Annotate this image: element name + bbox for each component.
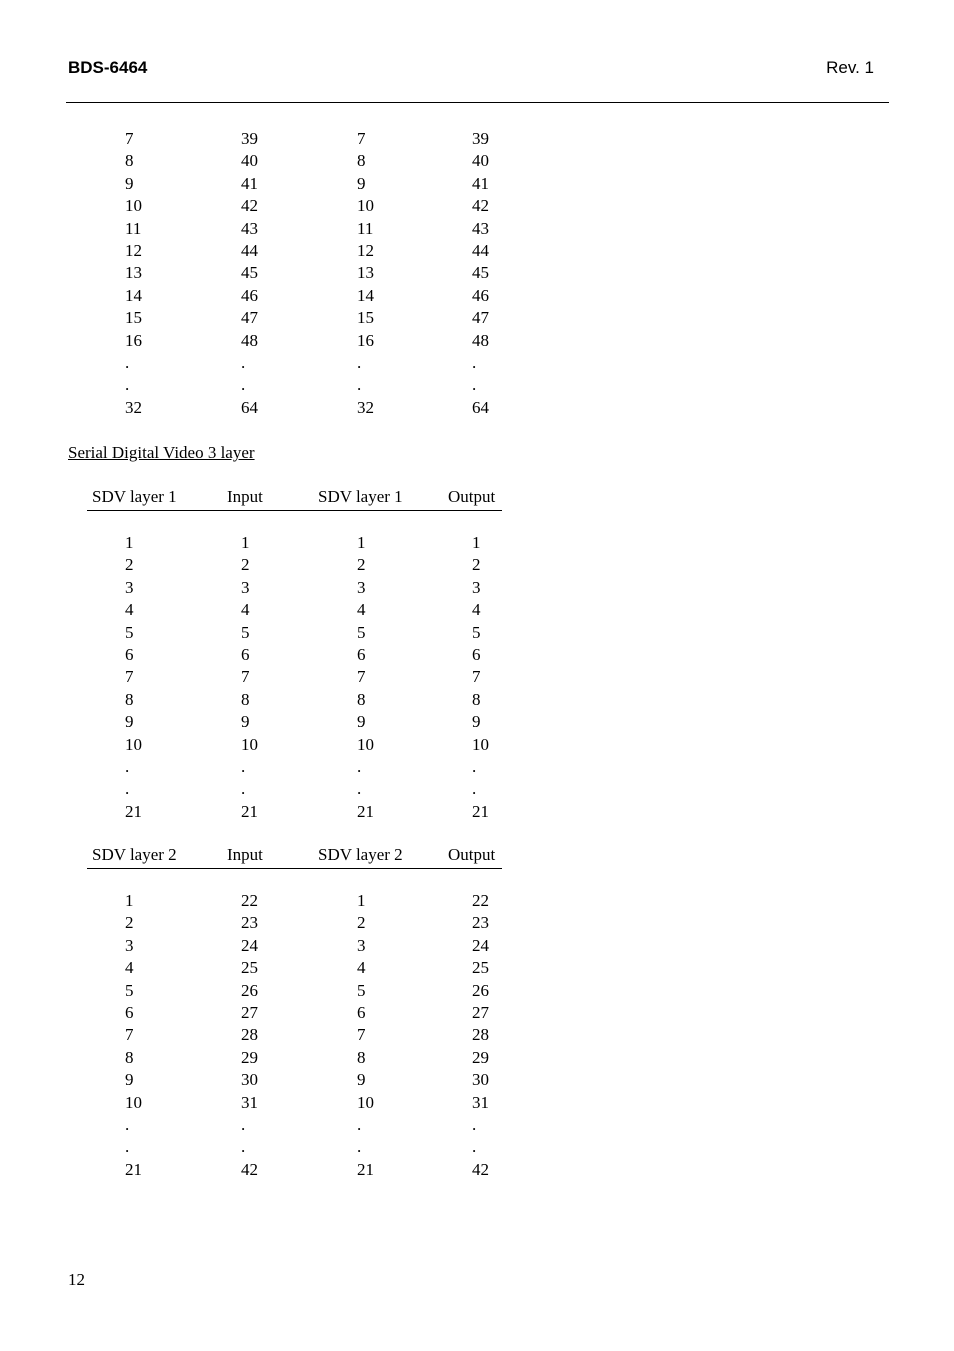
table-cell: 29 [472,1047,489,1067]
table-cell: 2 [241,555,250,575]
table-cell: 12 [357,241,374,260]
table-cell: . [125,779,130,799]
table-cell: 7 [357,1025,366,1045]
table-cell: 9 [125,173,134,193]
table-cell: 10 [472,734,489,754]
table-cell: 15 [357,308,374,328]
table-cell: 3 [125,577,134,597]
sdv-layer-1-table-header [87,486,502,511]
section-title: Serial Digital Video 3 layer [68,443,255,462]
table-cell: 9 [357,712,366,732]
table-cell: 46 [472,285,489,305]
table-cell: 64 [472,397,489,417]
table-cell: 8 [125,689,134,709]
table-cell: 10 [125,1092,142,1112]
table-cell: . [125,375,130,395]
table-cell: 3 [472,577,481,597]
table-cell: 25 [241,958,258,978]
table-cell: 31 [241,1092,258,1112]
table-cell: 42 [472,196,489,216]
table-cell: 10 [241,734,258,754]
table-cell: 3 [357,935,366,955]
table-cell: 13 [125,263,142,283]
table-cell: 9 [472,712,481,732]
table-cell: 8 [357,1047,366,1067]
table-cell: 47 [241,308,258,328]
table-cell: 42 [241,196,258,216]
table-cell: 7 [241,667,250,687]
table-cell: 41 [472,173,489,193]
table-cell: 39 [472,129,489,148]
table-cell: 47 [472,308,489,328]
table-cell: 42 [241,1159,258,1179]
table-cell: 2 [357,913,366,933]
table-cell: 1 [125,533,134,552]
table-cell: . [357,375,362,395]
table-cell: 5 [357,622,366,642]
table-cell: 1 [241,533,250,552]
table-cell: 4 [357,600,366,620]
table-cell: 41 [241,173,258,193]
table-cell: 6 [357,1003,366,1022]
table-cell: 8 [125,1047,134,1067]
table-cell: 2 [125,555,134,575]
table-cell: 30 [472,1070,489,1090]
table-cell: 21 [125,801,142,821]
table-cell: 24 [241,935,258,955]
table-cell: 7 [472,667,481,687]
table-cell: 21 [357,1159,374,1179]
table-cell: . [241,375,246,395]
table-cell: 6 [357,645,366,664]
table-cell: 5 [125,622,134,642]
table-cell: 7 [125,1025,134,1045]
header-sdv-layer-out: SDV layer 2 [318,845,403,864]
table-cell: . [357,757,362,776]
table-cell: 10 [357,196,374,216]
table-cell: 16 [357,330,374,350]
table-cell: 6 [125,1003,134,1022]
table-cell: . [241,353,246,372]
table-cell: 12 [125,241,142,260]
page-number: 12 [68,1270,85,1289]
table-cell: 10 [125,734,142,754]
table-cell: 9 [125,1070,134,1090]
table-cell: 6 [241,645,250,664]
sdv-layer-2-table-header [87,844,502,869]
table-cell: 64 [241,397,258,417]
table-cell: 28 [472,1025,489,1045]
table-cell: . [357,779,362,799]
table-cell: 5 [357,980,366,1000]
table-cell: 13 [357,263,374,283]
table-cell: 45 [241,263,258,283]
table-cell: 25 [472,958,489,978]
table-cell: 22 [241,891,258,910]
table-cell: 1 [357,891,366,910]
table-cell: 10 [357,1092,374,1112]
table-cell: 26 [472,980,489,1000]
table-cell: . [472,1137,477,1157]
table-cell: 21 [472,801,489,821]
table-cell: 3 [357,577,366,597]
table-cell: 1 [472,533,481,552]
header-sdv-layer-in: SDV layer 1 [92,487,177,506]
table-cell: . [125,1115,130,1134]
table-cell: 32 [125,397,142,417]
table-cell: 4 [241,600,250,620]
table-cell: 31 [472,1092,489,1112]
table-cell: 14 [357,285,374,305]
table-cell: 3 [241,577,250,597]
table-cell: 5 [472,622,481,642]
table-cell: 11 [125,218,142,238]
table-cell: 14 [125,285,142,305]
table-cell: 39 [241,129,258,148]
table-cell: 2 [125,913,134,933]
table-cell: 9 [357,1070,366,1090]
table-cell: . [357,1137,362,1157]
table-cell: 8 [125,151,134,171]
table-cell: . [125,1137,130,1157]
table-cell: 4 [125,958,134,978]
table-cell: 44 [472,241,489,260]
table-cell: 9 [241,712,250,732]
table-cell: 23 [241,913,258,933]
table-cell: . [241,1137,246,1157]
table-cell: 23 [472,913,489,933]
table-cell: 7 [125,667,134,687]
header-output: Output [448,487,496,506]
table-cell: 21 [357,801,374,821]
table-cell: 1 [357,533,366,552]
table-cell: 43 [241,218,258,238]
table-cell: 4 [357,958,366,978]
table-cell: 32 [357,397,374,417]
table-cell: . [472,375,477,395]
table-cell: 16 [125,330,142,350]
table-cell: . [357,1115,362,1134]
table-cell: 43 [472,218,489,238]
document-id: BDS-6464 [68,58,148,77]
table-cell: 48 [472,330,489,350]
table-cell: 3 [125,935,134,955]
table-cell: 46 [241,285,258,305]
table-cell: 2 [357,555,366,575]
header-sdv-layer-in: SDV layer 2 [92,845,177,864]
revision-label: Rev. 1 [826,58,874,77]
table-cell: 45 [472,263,489,283]
table-cell: 28 [241,1025,258,1045]
header-input: Input [227,845,263,864]
table-cell: 27 [472,1003,489,1022]
table-cell: . [241,779,246,799]
table-cell: 30 [241,1070,258,1090]
table-cell: 4 [125,600,134,620]
table-cell: 7 [357,667,366,687]
table-cell: 40 [472,151,489,171]
table-cell: 1 [125,891,134,910]
table-cell: . [472,1115,477,1134]
table-cell: 5 [125,980,134,1000]
table-cell: 8 [241,689,250,709]
table-cell: 8 [357,151,366,171]
table-cell: 26 [241,980,258,1000]
header-output: Output [448,845,496,864]
table-cell: 27 [241,1003,258,1022]
table-cell: 6 [472,645,481,664]
table-cell: 8 [472,689,481,709]
table-cell: 11 [357,218,374,238]
table-cell: 21 [125,1159,142,1179]
table-cell: . [472,779,477,799]
table-cell: 9 [357,173,366,193]
table-cell: 44 [241,241,258,260]
table-cell: 7 [357,129,366,148]
table-cell: . [472,353,477,372]
table-cell: 29 [241,1047,258,1067]
table-cell: 10 [357,734,374,754]
header-sdv-layer-out: SDV layer 1 [318,487,403,506]
table-cell: 6 [125,645,134,664]
table-cell: 8 [357,689,366,709]
table-cell: 42 [472,1159,489,1179]
table-cell: 2 [472,555,481,575]
table-cell: 7 [125,129,134,148]
table-cell: . [125,353,130,372]
table-cell: 22 [472,891,489,910]
header-divider [66,102,889,103]
table-cell: 10 [125,196,142,216]
table-cell: 15 [125,308,142,328]
table-cell: . [125,757,130,776]
table-cell: 5 [241,622,250,642]
header-input: Input [227,487,263,506]
table-cell: 9 [125,712,134,732]
table-cell: . [357,353,362,372]
table-cell: 48 [241,330,258,350]
table-cell: . [472,757,477,776]
table-cell: 21 [241,801,258,821]
table-cell: 40 [241,151,258,171]
table-cell: . [241,1115,246,1134]
table-cell: . [241,757,246,776]
table-cell: 4 [472,600,481,620]
table-cell: 24 [472,935,489,955]
